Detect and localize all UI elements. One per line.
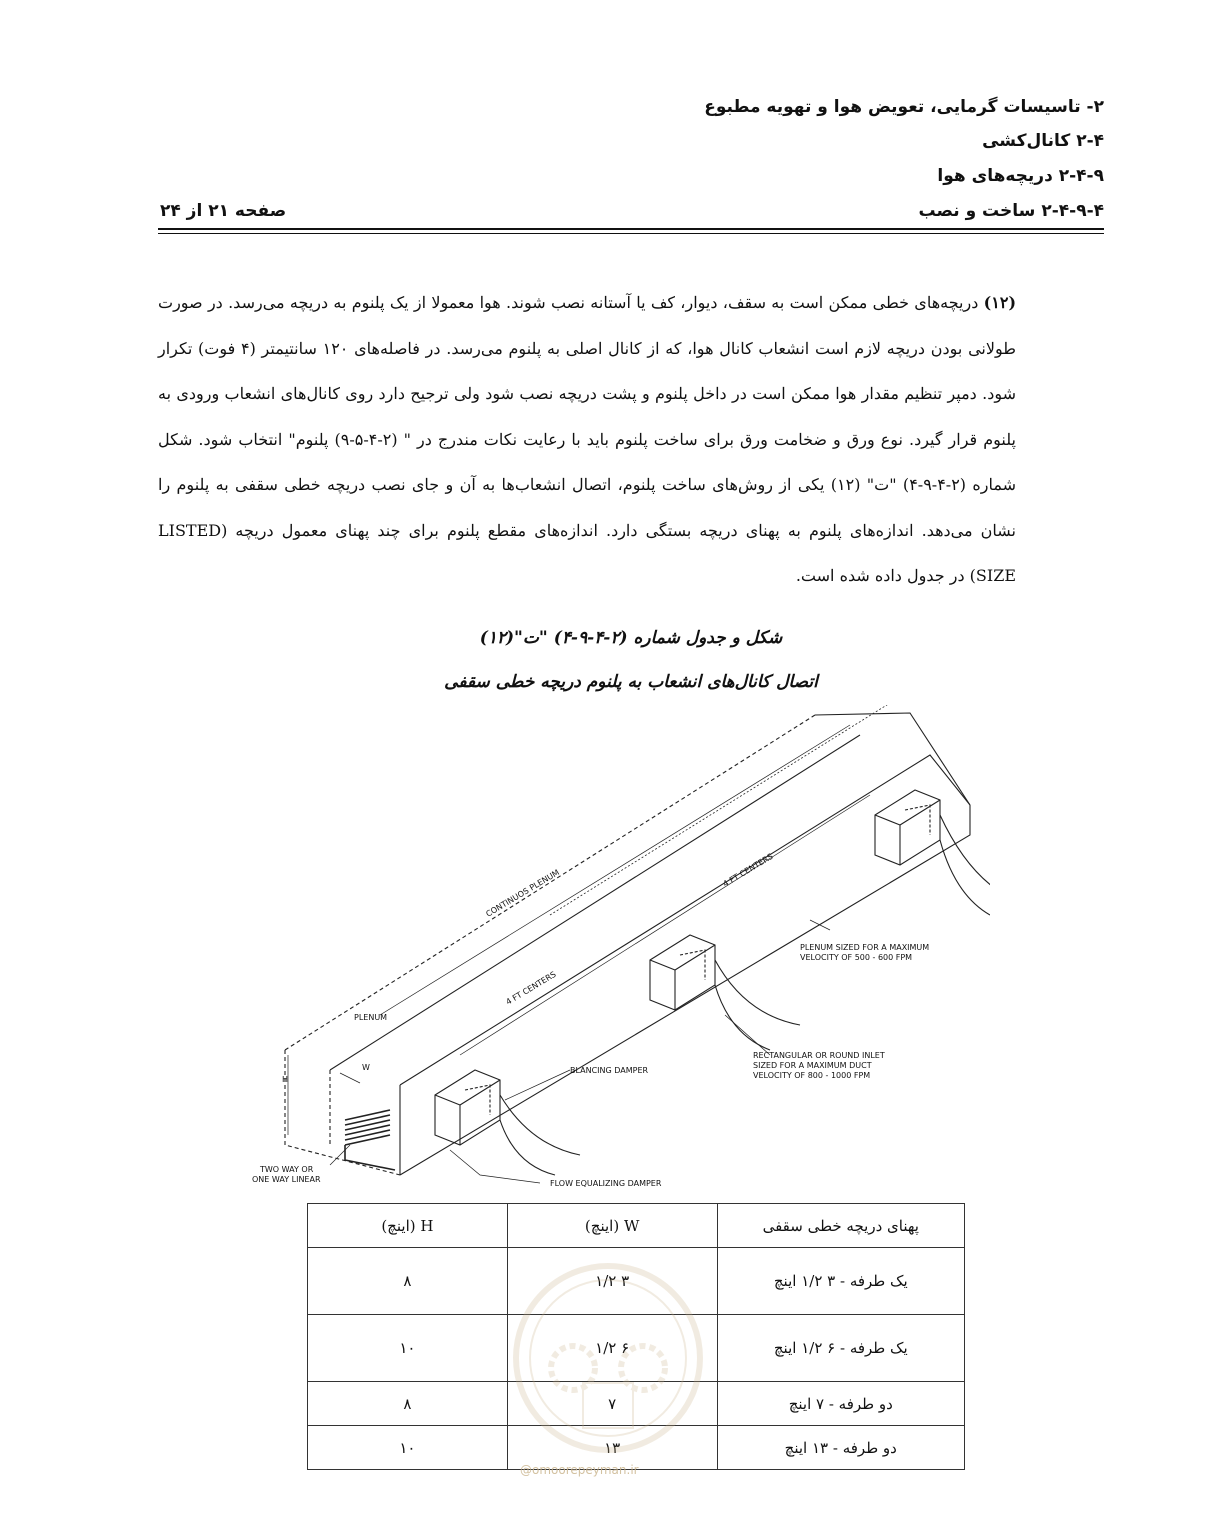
label-balancing-damper: BLANCING DAMPER [570,1066,649,1075]
linear-diffuser [345,1110,395,1170]
label-inlet-2: SIZED FOR A MAXIMUM DUCT [753,1061,872,1070]
table-cell: ۳ ۱/۲ [507,1248,717,1315]
plenum-front-edge [400,755,970,1085]
table-cell: ۱۰ [308,1426,508,1470]
plenum-drawing [250,705,990,1195]
header-rule [158,228,1104,230]
header-subsection: ۲-۴-۹ دریچه‌های هوا [937,166,1104,186]
page-number: صفحه ۲۱ از ۲۴ [160,201,287,221]
plenum-lower-edge [400,805,970,1175]
label-plenum-sized-2: VELOCITY OF 500 - 600 FPM [800,953,913,962]
table-cell: ۶ ۱/۲ [507,1315,717,1382]
table-header-row [308,1204,965,1248]
table-cell: ۸ [308,1382,508,1426]
label-plenum-sized-1: PLENUM SIZED FOR A MAXIMUM [800,943,930,952]
table-cell: دو طرفه - ۷ اینچ [717,1382,964,1426]
header-chapter: ۲- تاسیسات گرمایی، تعویض هوا و تهویه مطبوع [704,97,1104,117]
label-inlet-3: VELOCITY OF 800 - 1000 FPM [753,1071,871,1080]
body-paragraph [158,280,1016,599]
table-cell: یک طرفه - ۶ ۱/۲ اینچ [717,1315,964,1382]
paragraph-text: دریچه‌های خطی ممکن است به سقف، دیوار، کف یا آستانه نصب شوند. هوا معمولا از یک پلنوم به دریچه می‌رسد. در صورت طولانی بودن دریچه لازم است انشعاب کانال هوا، که از کانال اصلی به پلنوم می‌رسد. در فاصله‌های ۱۲۰ سانتیمتر (۴ فوت) تکرار شود. دمپر تنظیم مقدار هوا ممکن است در داخل پلنوم و پشت دریچه نصب شود ولی ترجیح دارد روی کانال‌های انشعاب ورودی به پلنوم قرار گیرد. نوع ورق و ضخامت ورق برای ساخت پلنوم باید با رعایت نکات مندرج در " (۲-۴-۵-۹) پلنوم" انتخاب شود. شکل شماره (۲-۴-۹-۴) "ت" (۱۲) یکی از روش‌های ساخت پلنوم، اتصال انشعاب‌ها به آن و جای نصب دریچه خطی سقفی به پلنوم را نشان می‌دهد. اندازه‌های پلنوم به پهنای دریچه بستگی دارد. اندازه‌های مقطع پلنوم برای چند پهنای معمول دریچه (LISTED SIZE) در جدول داده شده است. [158,293,1017,585]
label-centers-lower: 4 FT CENTERS [504,969,558,1007]
label-flow-damper: FLOW EQUALIZING DAMPER [550,1179,662,1188]
label-h: H [282,1075,289,1084]
table-cell: دو طرفه - ۱۳ اینچ [717,1426,964,1470]
paragraph-number: (۱۲) [983,293,1017,312]
branch-duct-right [875,790,990,915]
branch-duct-middle [650,935,800,1050]
header-rule-thin [158,233,1104,234]
header-topic: ۲-۴-۹-۴ ساخت و نصب [918,201,1104,221]
branch-duct-left [435,1070,580,1175]
figure-subtitle: اتصال کانال‌های انشعاب به پلنوم دریچه خطی سقفی [444,672,818,692]
header-cell-width: پهنای دریچه خطی سقفی [717,1204,964,1248]
header-cell-h: H (اینچ) [308,1204,508,1248]
label-w: W [362,1063,370,1072]
label-continuous-plenum: CONTINUOS PLENUM [484,867,561,919]
watermark-seal [508,1258,708,1458]
table-cell: ۸ [308,1248,508,1315]
table-cell: ۱۰ [308,1315,508,1382]
header-cell-w: W (اینچ) [507,1204,717,1248]
watermark-text: @omoorepeyman.ir [520,1463,639,1477]
header-section: ۲-۴ کانال‌کشی [982,131,1104,151]
label-centers-upper: 4 FT CENTERS [721,851,775,889]
label-two-way-2: ONE WAY LINEAR [252,1175,321,1184]
figure-title: شکل و جدول شماره (۲-۴-۹-۴) "ت"(۱۲) [479,628,783,648]
table-cell: یک طرفه - ۳ ۱/۲ اینچ [717,1248,964,1315]
plenum-dashed-bottom [285,1050,400,1175]
table-cell: ۱۳ [507,1426,717,1470]
label-two-way-1: TWO WAY OR [260,1165,314,1174]
plenum-top-right-edge [815,713,970,805]
label-plenum: PLENUM [354,1013,388,1022]
label-inlet-1: RECTANGULAR OR ROUND INLET [753,1051,885,1060]
table-cell: ۷ [507,1382,717,1426]
